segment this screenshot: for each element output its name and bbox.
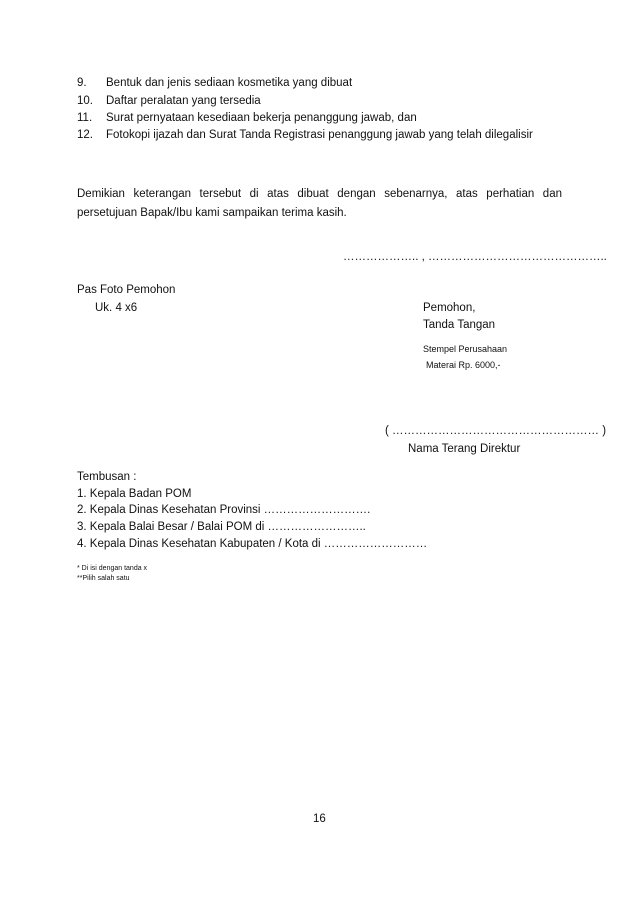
page-number: 16	[313, 813, 326, 825]
copies-item: 1. Kepala Badan POM	[77, 488, 192, 500]
list-item: Bentuk dan jenis sediaan kosmetika yang dibuat	[106, 77, 353, 89]
copies-heading: Tembusan :	[77, 471, 137, 483]
signature-label: Tanda Tangan	[423, 319, 496, 331]
list-item: Fotokopi ijazah dan Surat Tanda Registrasi penanggung jawab yang telah dilegalisir	[106, 129, 533, 141]
footnote: **Pilih salah satu	[77, 575, 130, 582]
list-number: 12.	[77, 129, 93, 141]
copies-item: 4. Kepala Dinas Kesehatan Kabupaten / Kota di ………………………	[77, 538, 428, 550]
closing-paragraph: Demikian keterangan tersebut di atas dibuat dengan sebenarnya, atas perhatian dan persetujuan Bapak/Ibu kami sampaikan terima kasih.	[77, 188, 562, 219]
list-number: 10.	[77, 95, 93, 107]
copies-item: 2. Kepala Dinas Kesehatan Provinsi ……………………….	[77, 504, 371, 516]
list-item: Surat pernyataan kesediaan bekerja penanggung jawab, dan	[106, 112, 417, 124]
applicant-label: Pemohon,	[423, 302, 476, 314]
place-date-line: ……………….. , ………………………………………..	[343, 251, 607, 263]
copies-item: 3. Kepala Balai Besar / Balai POM di ……………………..	[77, 521, 366, 533]
stamp-label: Stempel Perusahaan	[423, 344, 508, 354]
photo-size: Uk. 4 x6	[95, 302, 138, 314]
photo-label: Pas Foto Pemohon	[77, 284, 176, 296]
list-number: 9.	[77, 77, 87, 89]
footnote: * Di isi dengan tanda x	[77, 565, 148, 572]
list-number: 11.	[77, 112, 93, 124]
director-name-line: ( ……………………………………………… )	[385, 425, 607, 437]
list-item: Daftar peralatan yang tersedia	[106, 95, 261, 107]
stamp-duty-label: Materai Rp. 6000,-	[426, 360, 501, 370]
director-name-caption: Nama Terang Direktur	[408, 443, 521, 455]
